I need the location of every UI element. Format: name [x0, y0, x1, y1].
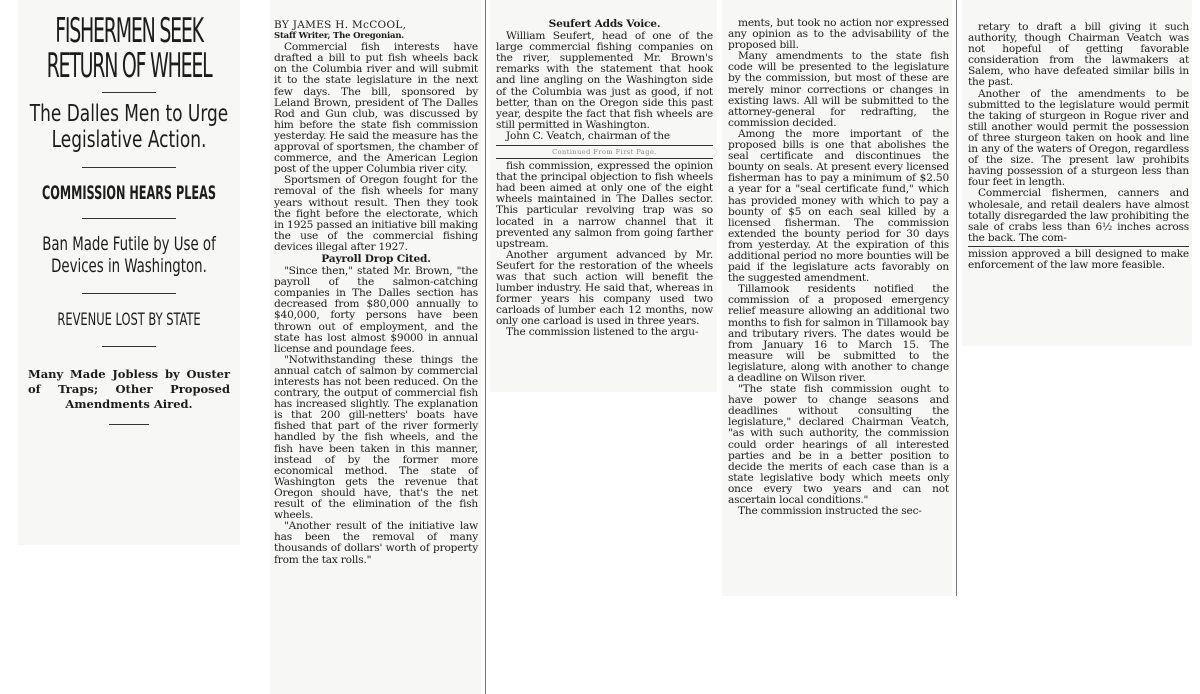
headline-deck3: Ban Made Futile by Use of Devices in Washington.	[42, 233, 216, 277]
headline-end-rule	[109, 424, 149, 425]
paragraph: Among the more important of the proposed bills is one that abolishes the seal certificate and discontinues the bounty on seals. At present every licensed fisherman has to pay a minimum of $2.50 a year for a "seal certificate fund," which has provided money with which to pay a bounty of $5 on each seal killed by a licensed fisherman. The commission extended the bounty period for 30 days from yesterday. At the expiration of this additional period no more bounties will be paid if the legislature acts favorably on the suggested amendment.	[728, 127, 949, 285]
paragraph: "Another result of the initiative law has been the removal of many thousands of dollars' worth of property from the tax rolls."	[274, 520, 478, 566]
paragraph: John C. Veatch, chairman of the	[506, 129, 671, 142]
headline-deck1: The Dalles Men to Urge Legislative Action.	[29, 101, 229, 153]
paragraph: "The state fish commission ought to have power to change seasons and deadlines without consulting the legislature," declared Chairman Veatch, "as with such authority, the commission could order hearings of all interested parties and be in a better position to decide the merits of each case than is a state legislative body which meets only once every two years and can not ascertain local conditions."	[728, 383, 949, 507]
headline-divider	[82, 293, 176, 294]
subhead-seufert: Seufert Adds Voice.	[548, 18, 661, 30]
paragraph: fish commission, expressed the opinion that the principal objection to fish wheels had been aimed at only one of the eight wheels maintained in The Dalles sector. This particular revolving trap was so located in a narrow channel that it prevented any salmon from going farther upstream.	[496, 160, 713, 250]
article-column-3	[722, 0, 952, 596]
headline-deck2: COMMISSION HEARS PLEAS	[41, 182, 216, 204]
jump-rule	[496, 158, 713, 159]
headline-main-line2: RETURN OF WHEEL	[46, 46, 212, 86]
paragraph: mission approved a bill designed to make enforcement of the law more feasible.	[968, 247, 1189, 271]
column-divider	[485, 0, 486, 694]
paragraph: Commercial fish interests have drafted a bill to put fish wheels back on the Columbia river and will submit it to the state legislature in the next few days. The bill, sponsored by Leland Brown, president of The Dalles Rod and Gun club, was discussed by him before the state fish commission yesterday. He said the measure has the approval of sportsmen, the chamber of commerce, and the American Legion post of the upper Columbia river city.	[274, 41, 478, 176]
subhead-payroll: Payroll Drop Cited.	[321, 252, 431, 265]
jump-rule	[496, 145, 713, 146]
paragraph: Tillamook residents notified the commission of a proposed emergency relief measure allowing an additional two months to fish for salmon in Tillamook bay and tributary rivers. The dates would be from January 16 to March 15. The measure will be submitted to the legislature, along with another to change a deadline on Wilson river.	[728, 283, 949, 384]
article-column-4	[962, 0, 1192, 346]
article-column-2	[490, 0, 717, 392]
article-column-1	[270, 0, 481, 694]
headline-divider	[82, 167, 176, 168]
headline-main-line1: FISHERMEN SEEK	[55, 11, 203, 51]
headline-deck4: REVENUE LOST BY STATE	[57, 310, 201, 330]
paragraph: William Seufert, head of one of the large commercial fishing companies on the river, supplemented Mr. Brown's remarks with the statement that hook and line angling on the Washington side of the Columbia was just as good, if not better, than on the Oregon side this past year, despite the fact that fish wheels are still permitted in Washington.	[496, 30, 713, 131]
paragraph: Many amendments to the state fish code will be presented to the legislature by the commission, but most of these are merely minor corrections or changes in existing laws. All will be submitted to the attorney-general for redrafting, the commission decided.	[728, 50, 949, 129]
byline: BY JAMES H. McCOOL,	[274, 19, 407, 31]
paragraph: Sportsmen of Oregon fought for the removal of the fish wheels for many years without result. Then they took the fight before the electorate, which in 1925 passed an initiative bill making the use of the commercial fishing devices illegal after 1927.	[274, 174, 478, 253]
paragraph: retary to draft a bill giving it such authority, though Chairman Veatch was not hopeful of getting favorable consideration from the lawmakers at Salem, who have defeated similar bills in the past.	[968, 21, 1189, 89]
headline-divider	[102, 346, 156, 347]
paragraph: The commission instructed the sec-	[738, 505, 922, 518]
paragraph: The commission listened to the argu-	[506, 326, 699, 339]
headline-divider	[102, 92, 156, 93]
jump-rule	[968, 246, 1189, 247]
paragraph: ments, but took no action nor expressed any opinion as to the advisability of the proposed bill.	[728, 17, 949, 52]
column-divider	[956, 0, 957, 596]
headline-deck5: Many Made Jobless by Ouster of Traps; Other Proposed Amendments Aired.	[28, 367, 230, 411]
paragraph: Commercial fishermen, canners and wholesale, and retail dealers have almost totally disregarded the law prohibiting the sale of crabs less than 6½ inches across the back. The com-	[968, 187, 1189, 244]
paragraph: "Since then," stated Mr. Brown, "the payroll of the salmon-catching companies in The Dalles section has decreased from $80,000 annually to $40,000, forty persons have been thrown out of employment, and the state has lost almost $9000 in annual license and poundage fees.	[274, 265, 478, 355]
paragraph: Another of the amendments to be submitted to the legislature would permit the taking of sturgeon in Rogue river and still another would permit the possession of three sturgeon taken on hook and line in any of the waters of Oregon, regardless of the size. The present law prohibits having possession of a sturgeon less than four feet in length.	[968, 87, 1189, 189]
continued-label: Continued From First Page.	[552, 148, 657, 157]
headline-divider	[82, 218, 176, 219]
paragraph: "Notwithstanding these things the annual catch of salmon by commercial interests has not been reduced. On the contrary, the output of commercial fish has increased slightly. The explanation is that 200 gill-netters' boats have fished that part of the river formerly handled by the fish wheels, and the fish have been taken in this manner, instead of by the former more economical method. The state of Washington gets the revenue that Oregon should have, that's the net result of the elimination of the fish wheels.	[274, 353, 478, 522]
staff-credit: Staff Writer, The Oregonian.	[274, 31, 405, 42]
headline-column	[18, 0, 240, 545]
paragraph: Another argument advanced by Mr. Seufert for the restoration of the wheels was that such action will benefit the lumber industry. He said that, whereas in former years his company used two carloads of lumber each 12 months, now only one carload is used in three years.	[496, 248, 713, 328]
